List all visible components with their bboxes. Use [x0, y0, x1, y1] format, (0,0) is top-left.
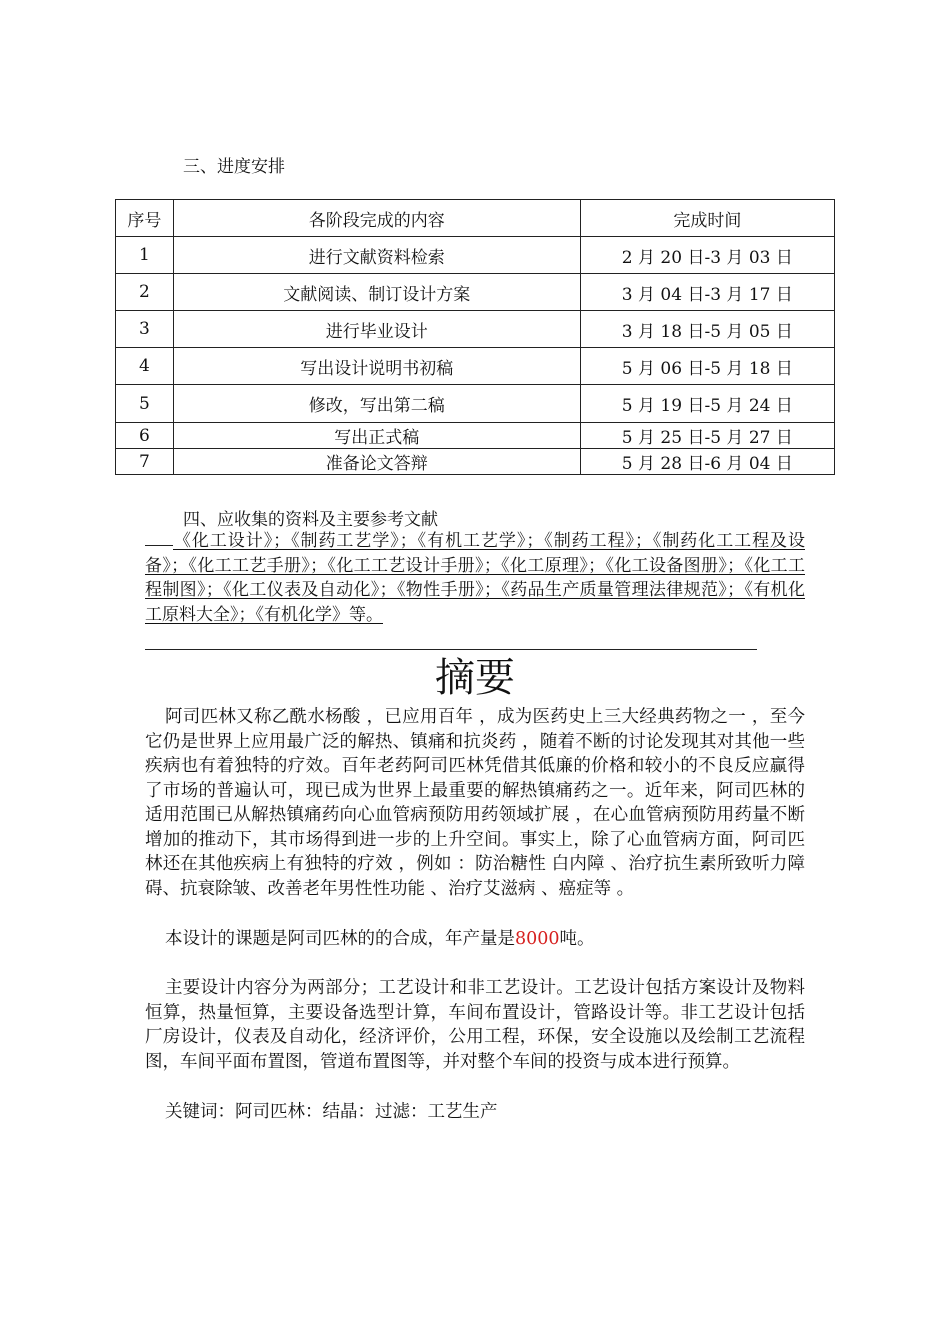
- row-time: 3 月 18 日-5 月 05 日: [580, 311, 834, 348]
- table-row: [116, 348, 835, 385]
- section-4-title: 四、应收集的资料及主要参考文献: [183, 510, 438, 530]
- row-time: 5 月 06 日-5 月 18 日: [580, 348, 834, 385]
- table-row: [116, 423, 835, 449]
- row-index: 6: [116, 423, 174, 449]
- header-content: 各阶段完成的内容: [173, 200, 580, 237]
- reference-list: [145, 528, 805, 627]
- topic-text: 本设计的课题是阿司匹林的的合成，年产量是: [165, 929, 515, 949]
- row-time: 2 月 20 日-3 月 03 日: [580, 237, 834, 274]
- header-index: 序号: [116, 200, 174, 237]
- row-index: 4: [116, 348, 174, 385]
- annual-output-number: 8000: [515, 929, 560, 949]
- row-content: 进行文献资料检索: [173, 237, 580, 274]
- row-content: 修改，写出第二稿: [173, 385, 580, 423]
- row-index: 5: [116, 385, 174, 423]
- row-index: 2: [116, 274, 174, 311]
- schedule-table: [115, 199, 835, 475]
- table-row: [116, 449, 835, 475]
- abstract-paragraph-1: 阿司匹林又称乙酰水杨酸 ，已应用百年 ，成为医药史上三大经典药物之一 ，至今它仍是世界上应用最广泛的解热、镇痛和抗炎药 ，随着不断的讨论发现其对其他一些疾病也有着独特的疗效。百年老药阿司匹林凭借其低廉的价格和较小的不良反应赢得了市场的普遍认可，现已成为世界上最重要的解热镇痛药之一。近年来，阿司匹林的适用范围已从解热镇痛药向心血管病预防用药领域扩展 ，在心血管病预防用药量不断增加的推动下，其市场得到进一步的上升空间。事实上，除了心血管病方面，阿司匹林还在其他疾病上有独特的疗效 ，例如 ：防治糖性 白内障 、治疗抗生素所致听力障碍、抗衰除皱、改善老年男性性功能 、治疗艾滋病 、癌症等 。: [145, 707, 805, 899]
- row-content: 写出设计说明书初稿: [173, 348, 580, 385]
- row-time: 5 月 28 日-6 月 04 日: [580, 449, 834, 475]
- table-header-row: [116, 200, 835, 237]
- row-time: 5 月 19 日-5 月 24 日: [580, 385, 834, 423]
- abstract-paragraph-3: 主要设计内容分为两部分；工艺设计和非工艺设计。工艺设计包括方案设计及物料恒算，热量恒算，主要设备选型计算，车间布置设计，管路设计等。非工艺设计包括厂房设计，仪表及自动化，经济评价，公用工程，环保，安全设施以及绘制工艺流程图，车间平面布置图，管道布置图等，并对整个车间的投资与成本进行预算。: [145, 978, 805, 1072]
- row-time: 5 月 25 日-5 月 27 日: [580, 423, 834, 449]
- row-content: 进行毕业设计: [173, 311, 580, 348]
- section-3-title: 三、进度安排: [183, 157, 285, 177]
- table-row: [116, 237, 835, 274]
- row-content: 写出正式稿: [173, 423, 580, 449]
- reference-text: 《化工设计》；《制药工艺学》；《有机工艺学》；《制药工程》；《制药化工工程及设备》；《化工工艺手册》；《化工工艺设计手册》；《化工原理》；《化工设备图册》；《化工工程制图》；《化工仪表及自动化》；《物性手册》；《药品生产质量管理法律规范》；《有机化工原料大全》；《有机化学》等。: [145, 531, 805, 625]
- row-index: 1: [116, 237, 174, 274]
- row-index: 3: [116, 311, 174, 348]
- row-content: 文献阅读、制订设计方案: [173, 274, 580, 311]
- abstract-paragraph-2: [145, 927, 805, 952]
- keywords: 关键词：阿司匹林：结晶：过滤：工艺生产: [165, 1102, 498, 1122]
- table-row: [116, 274, 835, 311]
- table-row: [116, 311, 835, 348]
- row-index: 7: [116, 449, 174, 475]
- abstract-title: 摘要: [435, 655, 515, 701]
- topic-unit: 吨。: [559, 929, 595, 949]
- row-time: 3 月 04 日-3 月 17 日: [580, 274, 834, 311]
- table-row: [116, 385, 835, 423]
- header-time: 完成时间: [580, 200, 834, 237]
- row-content: 准备论文答辩: [173, 449, 580, 475]
